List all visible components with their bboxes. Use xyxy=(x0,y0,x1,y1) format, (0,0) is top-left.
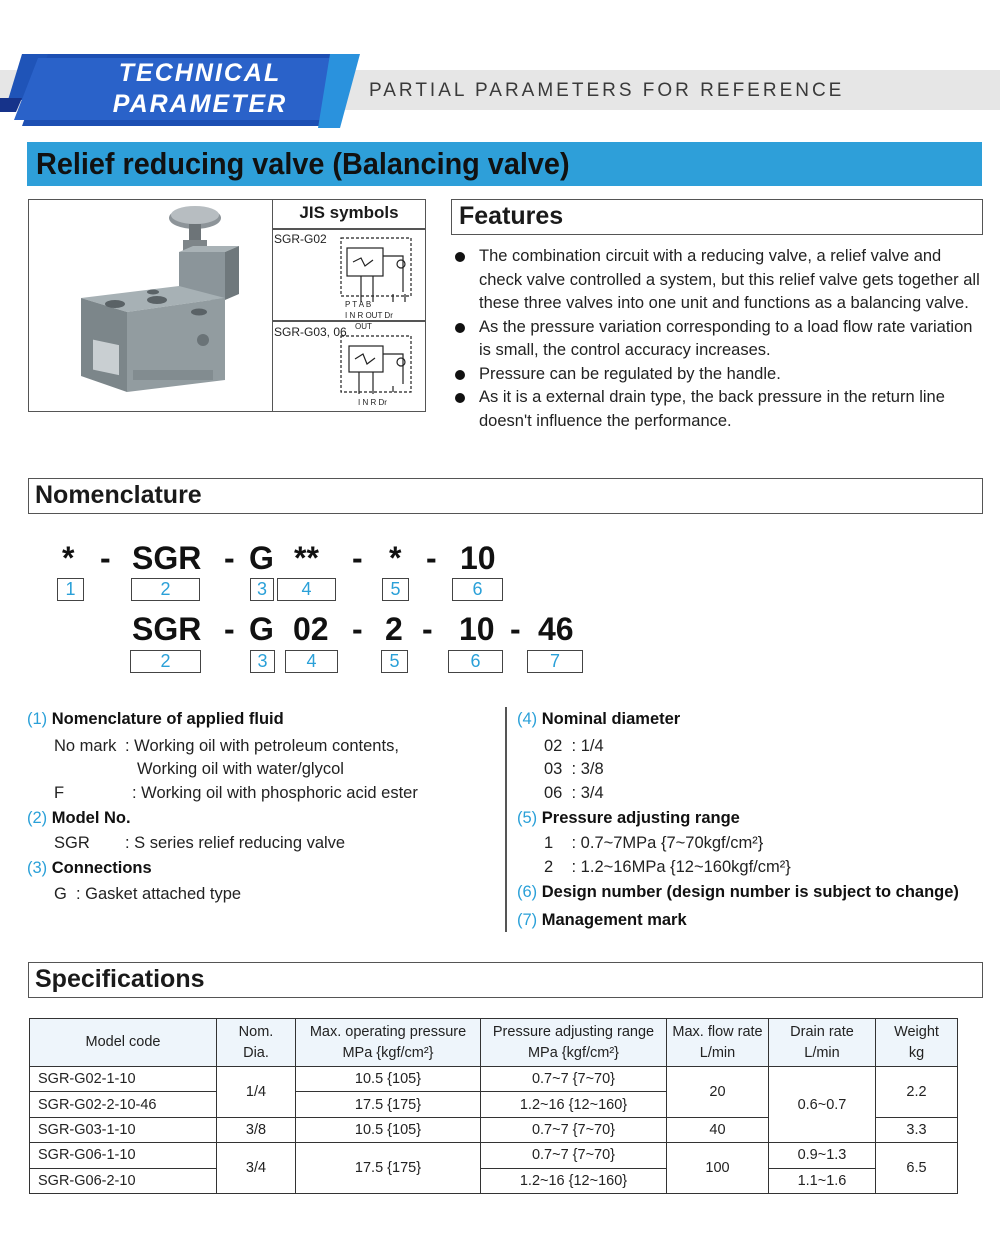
cell-weight: 2.2 xyxy=(876,1067,958,1118)
feature-item: The combination circuit with a reducing valve, a relief valve and check valve controlled a system, but this relief valve gets together all these three valves into one unit and functions as a balancing valve. xyxy=(452,245,987,316)
desc-model-val: : S series relief reducing valve xyxy=(125,834,346,852)
code-dash: - xyxy=(352,540,363,576)
code-dash: - xyxy=(100,540,111,576)
desc-fluid-heading: (1) Nomenclature of applied fluid xyxy=(27,710,284,728)
code-dash: - xyxy=(224,540,235,576)
nomenclature-box: 5 xyxy=(382,578,409,601)
cell-model: SGR-G06-1-10 xyxy=(30,1143,217,1168)
nomenclature-box: 3 xyxy=(250,578,274,601)
cell-adjust: 0.7~7 {7~70} xyxy=(481,1143,667,1168)
cell-drain: 1.1~1.6 xyxy=(769,1168,876,1193)
features-title: Features xyxy=(459,202,564,230)
desc-fluid-f-val: : Working oil with phosphoric acid ester xyxy=(132,784,418,802)
code-design: 10 xyxy=(460,540,496,576)
desc-model-key: SGR xyxy=(54,834,90,852)
banner-title-line1: TECHNICAL xyxy=(118,59,282,87)
desc-pressure-heading: (5) Pressure adjusting range xyxy=(517,809,740,827)
code-dash: - xyxy=(510,611,521,647)
code-connection: G xyxy=(249,611,274,647)
code-pressure: 2 xyxy=(385,611,403,647)
cell-model: SGR-G02-1-10 xyxy=(30,1067,217,1092)
desc-connections-heading: (3) Connections xyxy=(27,859,152,877)
desc-fluid-water: Working oil with water/glycol xyxy=(137,760,344,778)
section-title: Relief reducing valve (Balancing valve) xyxy=(36,146,570,181)
specifications-title: Specifications xyxy=(35,965,205,993)
desc-diameter-06: 06 : 3/4 xyxy=(544,784,604,802)
header-adjust-range: Pressure adjusting range MPa {kgf/cm²} xyxy=(481,1019,667,1067)
desc-fluid-nomark-key: No mark xyxy=(54,737,117,755)
jis-label-g02: SGR-G02 xyxy=(274,232,327,246)
jis-divider-top xyxy=(272,228,426,230)
code-diameter: ** xyxy=(294,540,319,576)
header-model: Model code xyxy=(30,1019,217,1067)
nomenclature-box: 7 xyxy=(527,650,583,673)
code-fluid: * xyxy=(62,540,75,576)
banner-subtitle: PARTIAL PARAMETERS FOR REFERENCE xyxy=(369,80,845,101)
cell-max-pressure: 17.5 {175} xyxy=(296,1092,481,1117)
nomenclature-box: 6 xyxy=(448,650,503,673)
bullet-icon xyxy=(455,323,465,333)
desc-pressure-2: 2 : 1.2~16MPa {12~160kgf/cm²} xyxy=(544,858,791,876)
specifications-table xyxy=(29,1018,958,1194)
code-pressure: * xyxy=(389,540,402,576)
header-weight: Weight kg xyxy=(876,1019,958,1067)
cell-adjust: 1.2~16 {12~160} xyxy=(481,1168,667,1193)
cell-flow: 40 xyxy=(667,1117,769,1142)
desc-model-heading: (2) Model No. xyxy=(27,809,131,827)
cell-flow: 20 xyxy=(667,1067,769,1118)
header-nom-dia: Nom. Dia. xyxy=(217,1019,296,1067)
cell-max-pressure: 10.5 {105} xyxy=(296,1067,481,1092)
valve-product-image xyxy=(29,200,272,411)
cell-weight: 3.3 xyxy=(876,1117,958,1142)
nomenclature-box: 5 xyxy=(381,650,408,673)
cell-model: SGR-G02-2-10-46 xyxy=(30,1092,217,1117)
cell-dia: 1/4 xyxy=(217,1067,296,1118)
cell-model: SGR-G06-2-10 xyxy=(30,1168,217,1193)
bullet-icon xyxy=(455,393,465,403)
feature-item: As it is a external drain type, the back pressure in the return line doesn't influence the performance. xyxy=(452,386,987,433)
jis-symbol-g03-icon xyxy=(333,332,423,402)
desc-pressure-1: 1 : 0.7~7MPa {7~70kgf/cm²} xyxy=(544,834,764,852)
code-dash: - xyxy=(224,611,235,647)
header-drain-rate: Drain rate L/min xyxy=(769,1019,876,1067)
bullet-icon xyxy=(455,370,465,380)
desc-diameter-02: 02 : 1/4 xyxy=(544,737,604,755)
jis-header: JIS symbols xyxy=(299,203,399,222)
table-row xyxy=(30,1143,958,1168)
jis-label-g03: SGR-G03, 06 xyxy=(274,325,347,339)
features-list xyxy=(452,245,987,433)
banner-title-line2: PARAMETER xyxy=(112,90,288,118)
nomenclature-box: 4 xyxy=(285,650,338,673)
jis-divider-middle xyxy=(272,320,426,322)
feature-item: Pressure can be regulated by the handle. xyxy=(452,363,987,387)
table-header-row xyxy=(30,1019,958,1067)
code-connection: G xyxy=(249,540,274,576)
feature-item: As the pressure variation corresponding to a load flow rate variation is small, the control accuracy increases. xyxy=(452,316,987,363)
desc-fluid-f-key: F xyxy=(54,784,65,802)
desc-connections-val: G : Gasket attached type xyxy=(54,885,242,903)
code-model: SGR xyxy=(132,611,202,647)
jis-out-label: OUT xyxy=(355,322,372,331)
cell-flow: 100 xyxy=(667,1143,769,1194)
cell-max-pressure: 10.5 {105} xyxy=(296,1117,481,1142)
nomenclature-divider xyxy=(505,707,507,932)
desc-diameter-03: 03 : 3/8 xyxy=(544,760,604,778)
desc-design-heading: (6) Design number (design number is subject to change) xyxy=(517,883,959,901)
code-dash: - xyxy=(352,611,363,647)
cell-adjust: 0.7~7 {7~70} xyxy=(481,1067,667,1092)
table-row xyxy=(30,1067,958,1092)
cell-adjust: 1.2~16 {12~160} xyxy=(481,1092,667,1117)
jis-ports-g02-top: P T A B xyxy=(345,300,372,309)
code-design: 10 xyxy=(459,611,495,647)
cell-adjust: 0.7~7 {7~70} xyxy=(481,1117,667,1142)
desc-diameter-heading: (4) Nominal diameter xyxy=(517,710,681,728)
cell-model: SGR-G03-1-10 xyxy=(30,1117,217,1142)
nomenclature-title: Nomenclature xyxy=(35,481,202,509)
nomenclature-box: 4 xyxy=(277,578,336,601)
jis-ports-g03-bottom: I N R Dr xyxy=(358,398,387,407)
bullet-icon xyxy=(455,252,465,262)
nomenclature-box: 6 xyxy=(452,578,503,601)
code-model: SGR xyxy=(132,540,202,576)
table-row xyxy=(30,1168,958,1193)
header-flow-rate: Max. flow rate L/min xyxy=(667,1019,769,1067)
cell-drain: 0.6~0.7 xyxy=(769,1067,876,1143)
nomenclature-box: 2 xyxy=(130,650,201,673)
cell-weight: 6.5 xyxy=(876,1143,958,1194)
desc-fluid-nomark-val: : Working oil with petroleum contents, xyxy=(125,737,399,755)
cell-drain: 0.9~1.3 xyxy=(769,1143,876,1168)
header-max-pressure: Max. operating pressure MPa {kgf/cm²} xyxy=(296,1019,481,1067)
banner-title xyxy=(100,58,300,120)
jis-ports-g02-bottom: I N R OUT Dr xyxy=(345,311,393,320)
nomenclature-box: 2 xyxy=(131,578,200,601)
nomenclature-box: 3 xyxy=(250,650,275,673)
code-dash: - xyxy=(422,611,433,647)
cell-max-pressure: 17.5 {175} xyxy=(296,1143,481,1194)
cell-dia: 3/8 xyxy=(217,1117,296,1142)
code-management: 46 xyxy=(538,611,574,647)
desc-management-heading: (7) Management mark xyxy=(517,911,687,929)
nomenclature-box: 1 xyxy=(57,578,84,601)
cell-dia: 3/4 xyxy=(217,1143,296,1194)
code-dash: - xyxy=(426,540,437,576)
code-diameter: 02 xyxy=(293,611,329,647)
